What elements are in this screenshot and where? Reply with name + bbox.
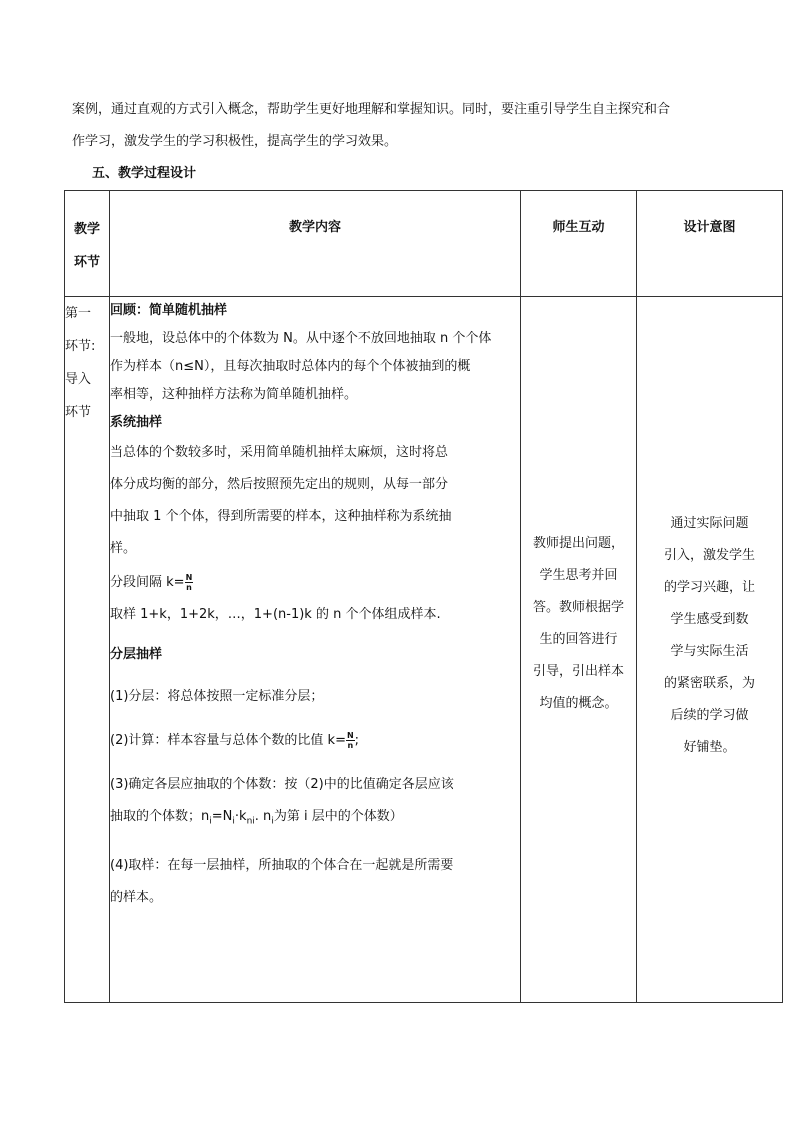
fraction-n-over-n: [185, 573, 194, 592]
frac-numerator: N: [185, 573, 193, 582]
review-line: 作为样本（n≤N），且每次抽取时总体内的每个个体被抽到的概: [110, 359, 471, 374]
step-3-text: 为第 i 层中的个体数）: [273, 809, 403, 824]
spacer: [110, 669, 520, 681]
interaction-line: 引导，引出样本: [532, 663, 624, 679]
spacer: [110, 757, 520, 769]
interaction-line: 学生思考并回: [539, 567, 618, 583]
content-cell: [110, 297, 521, 1003]
intent-line: 的学习兴趣，让: [663, 579, 755, 595]
step-3-text: =N: [211, 809, 233, 824]
step-3-text: ·k: [234, 809, 247, 824]
header-stage-line-2: 环节: [73, 255, 100, 270]
stage-line: 环节: [65, 405, 92, 420]
section-title: 五、教学过程设计: [92, 166, 197, 181]
table-row: [65, 297, 783, 1003]
intent-line: 引入，激发学生: [663, 547, 755, 563]
step-3-text: . n: [254, 809, 272, 824]
step-3-text: 抽取的个体数；n: [110, 809, 210, 824]
intent-line: 通过实际问题: [670, 515, 749, 531]
stage-cell: [65, 297, 110, 1003]
systematic-line: 样。: [110, 541, 137, 556]
step-3-line-1: (3)确定各层应抽取的个体数：按（2)中的比值确定各层应该: [110, 777, 454, 792]
step-2-suffix: ;: [354, 733, 360, 748]
systematic-title: 系统抽样: [110, 415, 163, 430]
step-2: [110, 725, 520, 757]
subscript: ni: [246, 816, 255, 827]
header-stage-line-1: 教学: [73, 222, 100, 237]
systematic-line: 中抽取 1 个个体，得到所需要的样本，这种抽样称为系统抽: [110, 509, 452, 524]
subscript: i: [209, 816, 212, 827]
frac-numerator: N: [346, 731, 354, 740]
spacer: [110, 838, 520, 850]
intent-line: 后续的学习做: [670, 707, 749, 723]
review-line: 率相等，这种抽样方法称为简单随机抽样。: [110, 387, 358, 402]
intent-line: 学生感受到数: [670, 611, 749, 627]
header-interaction: 师生互动: [521, 191, 637, 297]
stratified-title: 分层抽样: [110, 647, 163, 662]
systematic-line: 当总体的个数较多时，采用简单随机抽样太麻烦，这时将总: [110, 445, 449, 460]
intro-line-1: 案例，通过直观的方式引入概念，帮助学生更好地理解和掌握知识。同时，要注重引导学生自主探究和合: [72, 102, 671, 117]
stage-line: 导入: [65, 372, 92, 387]
spacer: [110, 713, 520, 725]
interval-label: 分段间隔 k=: [110, 575, 185, 590]
interaction-line: 答。教师根据学: [532, 599, 624, 615]
spacer: [110, 629, 520, 641]
subscript: i: [271, 816, 274, 827]
step-3-line-2: [110, 801, 520, 838]
sample-line: 取样 1+k，1+2k，…，1+(n-1)k 的 n 个个体组成样本.: [110, 607, 441, 622]
teaching-process-table: [64, 190, 783, 1003]
step-4-line-1: (4)取样：在每一层抽样，所抽取的个体合在一起就是所需要: [110, 857, 454, 873]
interaction-cell: [521, 297, 637, 1003]
intent-cell: [637, 297, 783, 1003]
intro-paragraph: [72, 94, 732, 158]
step-4-line-2: 的样本。: [110, 889, 163, 905]
intent-line: 学与实际生活: [670, 643, 749, 659]
review-line: 一般地，设总体中的个体数为 N。从中逐个不放回地抽取 n 个个体: [110, 331, 492, 346]
header-stage: [65, 191, 110, 297]
intent-line: 好铺垫。: [683, 739, 736, 755]
header-intent: 设计意图: [637, 191, 783, 297]
systematic-line: 体分成均衡的部分，然后按照预先定出的规则，从每一部分: [110, 477, 449, 492]
stage-line: 第一: [65, 306, 92, 321]
stage-line: 环节:: [65, 339, 96, 354]
step-1: (1)分层：将总体按照一定标准分层；: [110, 689, 324, 704]
step-2-text: (2)计算：样本容量与总体个数的比值 k=: [110, 733, 346, 748]
interaction-line: 生的回答进行: [539, 631, 618, 647]
interaction-line: 教师提出问题，: [532, 535, 624, 551]
fraction-n-over-n: [346, 731, 355, 750]
subscript: i: [232, 816, 235, 827]
interaction-line: 均值的概念。: [539, 695, 618, 711]
header-content: 教学内容: [110, 191, 521, 297]
table-header-row: [65, 191, 783, 297]
frac-denominator: n: [347, 741, 354, 750]
frac-denominator: n: [186, 583, 192, 592]
interval-formula: [110, 565, 520, 601]
intro-line-2: 作学习，激发学生的学习积极性，提高学生的学习效果。: [72, 134, 398, 149]
intent-line: 的紧密联系，为: [663, 675, 755, 691]
review-title: 回顾：简单随机抽样: [110, 303, 228, 318]
